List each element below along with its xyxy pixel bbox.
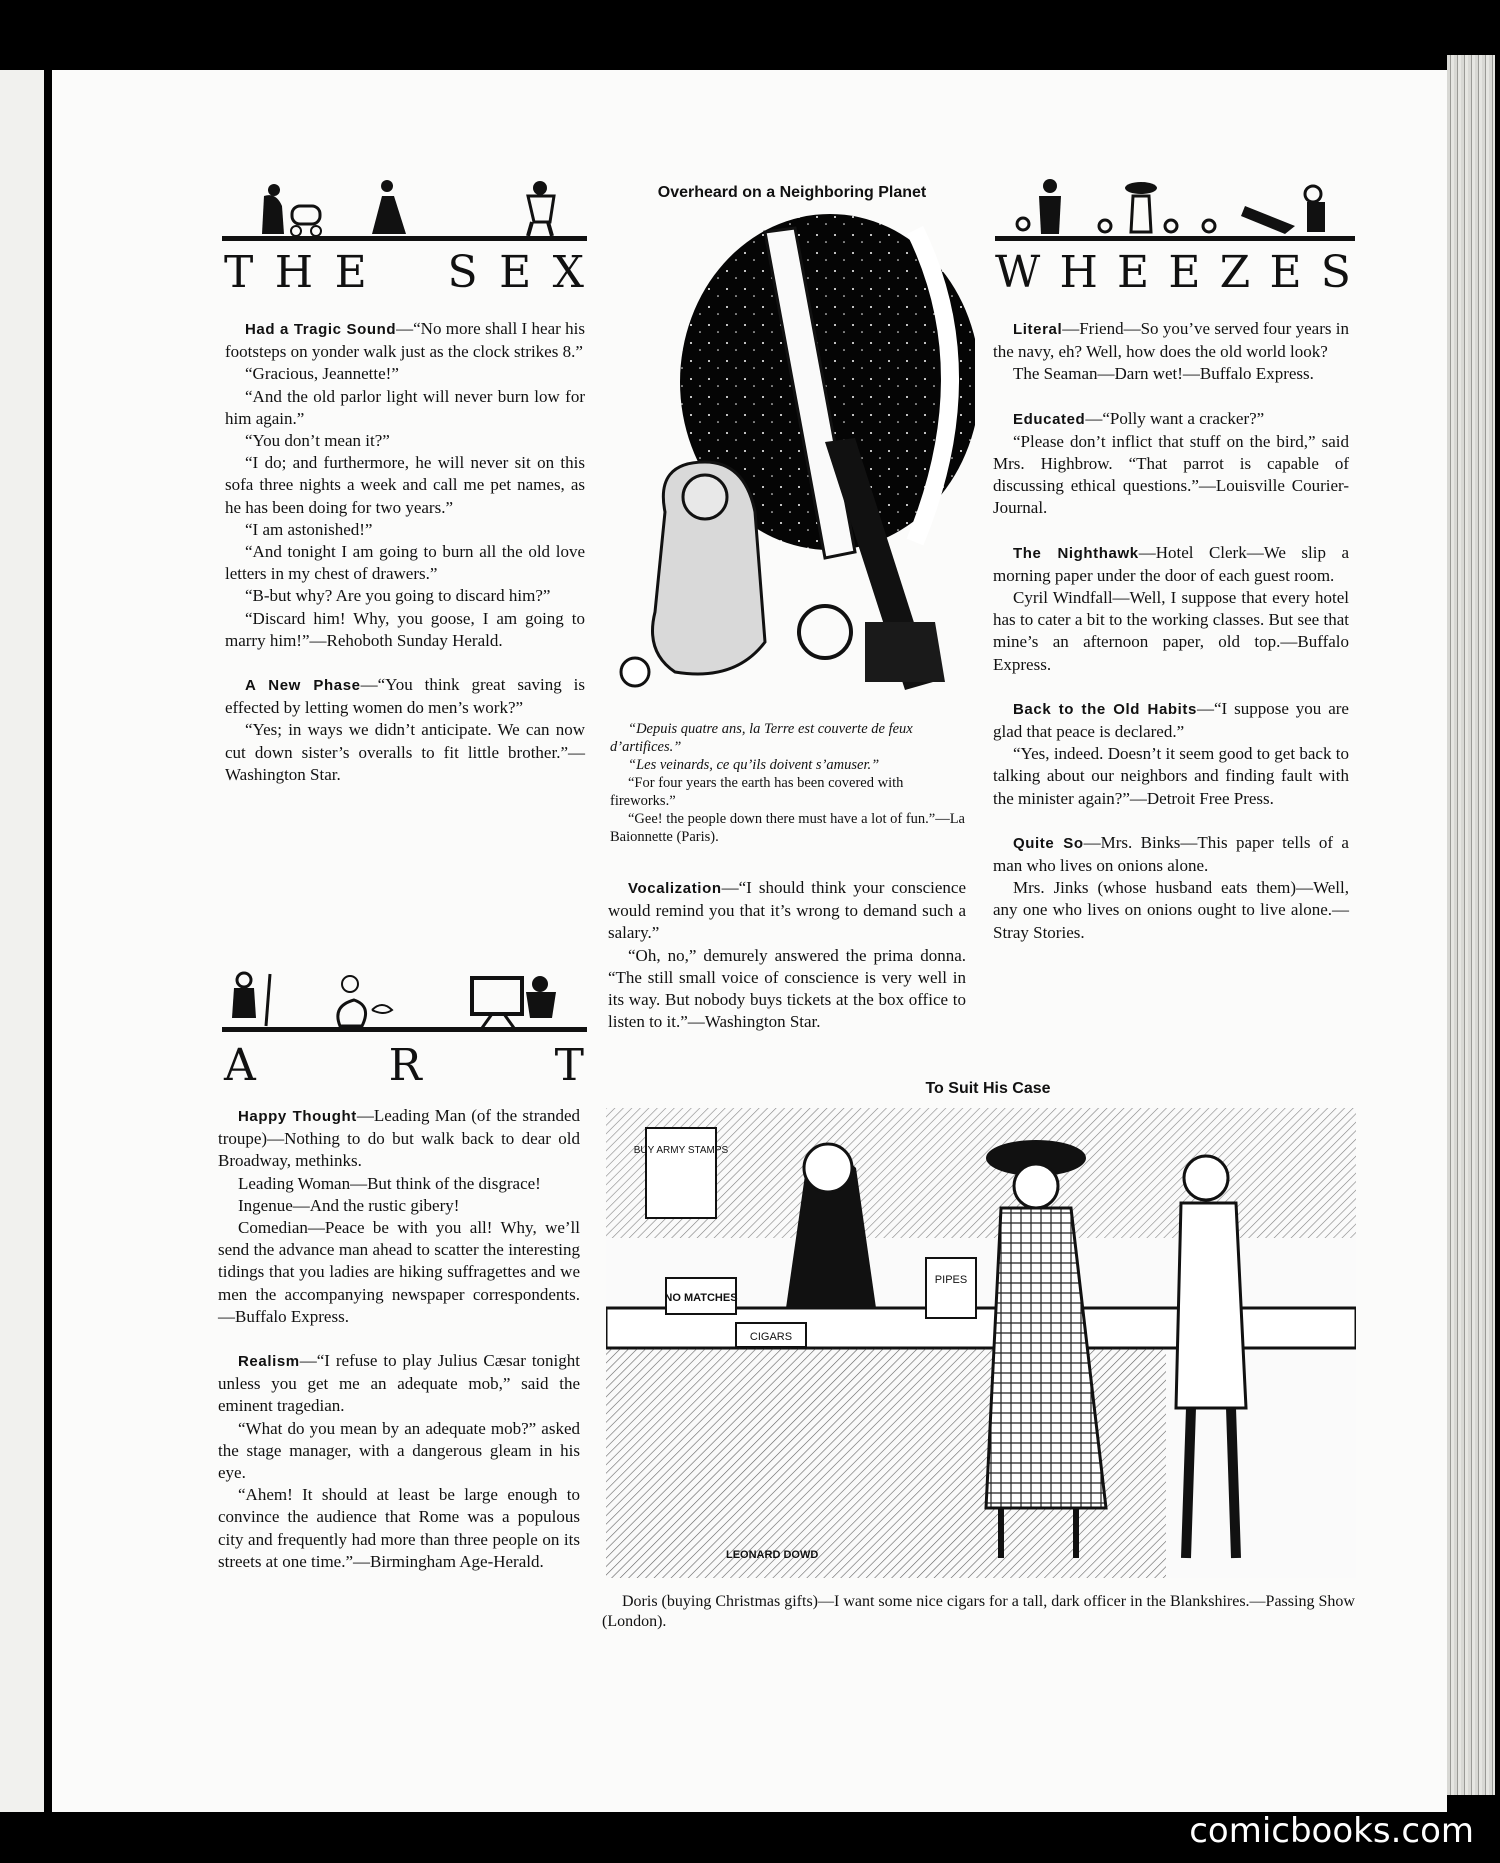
- heading-letter: E: [1168, 247, 1203, 298]
- article-heading: Literal: [1013, 321, 1063, 338]
- heading-letter: E: [1269, 247, 1304, 298]
- cigars-box-text: CIGARS: [749, 1331, 793, 1343]
- paragraph: “Gracious, Jeannette!”: [245, 364, 399, 384]
- heading-letter: X: [552, 247, 586, 298]
- art-heading-rule: [222, 1027, 587, 1032]
- caption-line: “Gee! the people down there must have a lot of fun.”—La Baionnette (Paris).: [610, 811, 965, 845]
- shop-cartoon-caption: Doris (buying Christmas gifts)—I want some nice cigars for a tall, dark officer in the Blankshires.—Passing Show (London).: [602, 1593, 1355, 1630]
- heading-letter: S: [1320, 247, 1353, 298]
- caption-line: “Les veinards, ce qu’ils doivent s’amuser.”: [628, 757, 880, 773]
- article-heading: A New Phase: [245, 677, 361, 695]
- paragraph: —“I should think your conscience would remind you that it’s wrong to demand such a salary.”: [608, 878, 966, 943]
- art-heading: [224, 1040, 586, 1091]
- article-heading: Had a Tragic Sound: [245, 321, 397, 338]
- paragraph: “Oh, no,” demurely answered the prima donna. “The still small voice of conscience is very well in its way. But nobody buys tickets at the box office to listen to it.”—Washington Star.: [608, 945, 966, 1032]
- heading-letter: W: [995, 247, 1043, 298]
- paragraph: The Seaman—Darn wet!—Buffalo Express.: [1013, 364, 1314, 384]
- cartoon-title: Overheard on a Neighboring Planet: [657, 184, 927, 201]
- left-column-top: [225, 318, 585, 786]
- article-heading: Happy Thought: [238, 1108, 357, 1125]
- heading-letter: E: [499, 247, 534, 298]
- article-heading: The Nighthawk: [1013, 544, 1139, 562]
- sex-heading-rule: [222, 236, 587, 241]
- article-literal: [993, 318, 1349, 363]
- left-column-bottom: [218, 1105, 580, 1573]
- middle-column: [608, 877, 966, 1033]
- paragraph: “I am astonished!”: [245, 519, 373, 539]
- pipes-sign-text: PIPES: [934, 1274, 968, 1286]
- paragraph: —“I refuse to play Julius Cæsar tonight unless you get me an adequate mob,” said the eminent tragedian.: [218, 1351, 580, 1416]
- paragraph: —“I suppose you are glad that peace is declared.”: [993, 698, 1349, 742]
- paragraph: Cyril Windfall—Well, I suppose that every hotel has to cater a bit to the working classes. But see that mine’s an afternoon paper, old top.—Buffalo Express.: [993, 588, 1349, 674]
- heading-letter: R: [388, 1040, 424, 1091]
- cartoon-caption: [610, 720, 970, 846]
- heading-letter: A: [224, 1040, 258, 1091]
- article-heading: Educated: [1013, 410, 1086, 428]
- heading-letter: Z: [1219, 247, 1253, 298]
- paragraph: —Mrs. Binks—This paper tells of a man who lives on onions alone.: [993, 832, 1349, 876]
- article-educated: [993, 408, 1349, 431]
- no-matches-sign-text: NO MATCHES: [664, 1292, 738, 1304]
- paragraph: “What do you mean by an adequate mob?” asked the stage manager, with a dangerous gleam in his eye.: [218, 1418, 580, 1483]
- paragraph: “Yes, indeed. Doesn’t it seem good to get back to talking about our neighbors and finding fault with the minister again?”—Detroit Free Press.: [993, 744, 1349, 808]
- book-page-stack: [1447, 55, 1495, 1795]
- article-realism: [218, 1350, 580, 1418]
- article-nighthawk: [993, 542, 1349, 587]
- paragraph: “Please don’t inflict that stuff on the bird,” said Mrs. Highbrow. “That parrot is capable of discussing ethical questions.”—Louisville Courier-Journal.: [993, 431, 1349, 518]
- paragraph: —Friend—So you’ve served four years in the navy, eh? Well, how does the old world look?: [993, 319, 1349, 362]
- article-old-habits: [993, 698, 1349, 743]
- heading-letter: H: [1059, 247, 1100, 298]
- wheezes-figures-decoration: [995, 176, 1355, 240]
- stamps-sign-text: BUY ARMY STAMPS: [633, 1145, 729, 1156]
- paragraph: Ingenue—And the rustic gibery!: [238, 1195, 460, 1215]
- wheezes-heading: [995, 247, 1353, 298]
- heading-letter: E: [1117, 247, 1152, 298]
- right-column: [993, 318, 1349, 944]
- paragraph: —Leading Man (of the stranded troupe)—Nothing to do but walk back to dear old Broadway, methinks.: [218, 1106, 581, 1171]
- article-quite-so: [993, 832, 1349, 877]
- paragraph: “B-but why? Are you going to discard him?”: [245, 586, 551, 606]
- paragraph: “You don’t mean it?”: [245, 431, 390, 451]
- paragraph: Comedian—Peace be with you all! Why, we’ll send the advance man ahead to scatter the interesting tidings that you ladies are hiking suffragettes and we men the accompanying newspaper correspondents.—Buffalo Express.: [218, 1218, 580, 1326]
- article-heading: Quite So: [1013, 834, 1084, 852]
- art-figures-decoration: [222, 970, 592, 1030]
- heading-letter: E: [334, 247, 369, 298]
- previous-page-edge: [0, 70, 44, 1812]
- article-heading: Back to the Old Habits: [1013, 700, 1197, 718]
- paragraph: “I do; and furthermore, he will never sit on this sofa three nights a week and call me pet names, as he has been doing for two years.”: [225, 453, 585, 517]
- shop-cartoon-illustration: [606, 1108, 1356, 1578]
- heading-letter: S: [447, 247, 480, 298]
- planet-cartoon-illustration: [615, 212, 975, 712]
- paragraph: “And the old parlor light will never burn low for him again.”: [225, 386, 585, 428]
- cartoon-title: To Suit His Case: [925, 1080, 1051, 1097]
- paragraph: “And tonight I am going to burn all the old love letters in my chest of drawers.”: [225, 542, 585, 584]
- paragraph: “Ahem! It should at least be large enough to convince the audience that Rome was a populous city and frequently had more than three people on its streets at one time.”—Birmingham Age-Herald.: [218, 1485, 580, 1571]
- paragraph: Leading Woman—But think of the disgrace!: [238, 1173, 541, 1193]
- paragraph: —Hotel Clerk—We slip a morning paper under the door of each guest room.: [993, 542, 1349, 585]
- article-vocalization: [608, 877, 966, 945]
- heading-space: [388, 247, 428, 298]
- paragraph: “Discard him! Why, you goose, I am going to marry him!”—Rehoboth Sunday Herald.: [225, 608, 585, 650]
- caption-line: “For four years the earth has been covered with fireworks.”: [610, 775, 904, 809]
- sex-silhouettes-decoration: [222, 176, 592, 240]
- the-sex-heading: [224, 247, 586, 298]
- heading-letter: T: [554, 1040, 586, 1091]
- article-heading: Vocalization: [628, 880, 722, 897]
- paragraph: Mrs. Jinks (whose husband eats them)—Well, any one who lives on onions ought to live alone.—Stray Stories.: [993, 878, 1349, 942]
- site-watermark: comicbooks.com: [1189, 1811, 1474, 1851]
- article-happy-thought: [218, 1105, 580, 1173]
- wheezes-heading-rule: [995, 236, 1355, 241]
- caption-line: “Depuis quatre ans, la Terre est couverte de feux d’artifices.”: [610, 721, 913, 755]
- paragraph: “Yes; in ways we didn’t anticipate. We can now cut down sister’s overalls to fit little brother.”—Washington Star.: [225, 720, 585, 784]
- article-phase: [225, 674, 585, 719]
- article-heading: Realism: [238, 1353, 300, 1371]
- article-tragic: [225, 318, 585, 363]
- heading-letter: H: [274, 247, 316, 298]
- paragraph: —“Polly want a cracker?”: [1085, 408, 1265, 428]
- paragraph: —“No more shall I hear his footsteps on yonder walk just as the clock strikes 8.”: [225, 319, 585, 362]
- heading-letter: T: [224, 247, 256, 298]
- artist-signature: LEONARD DOWD: [726, 1549, 819, 1561]
- paragraph: —“You think great saving is effected by letting women do men’s work?”: [225, 675, 585, 718]
